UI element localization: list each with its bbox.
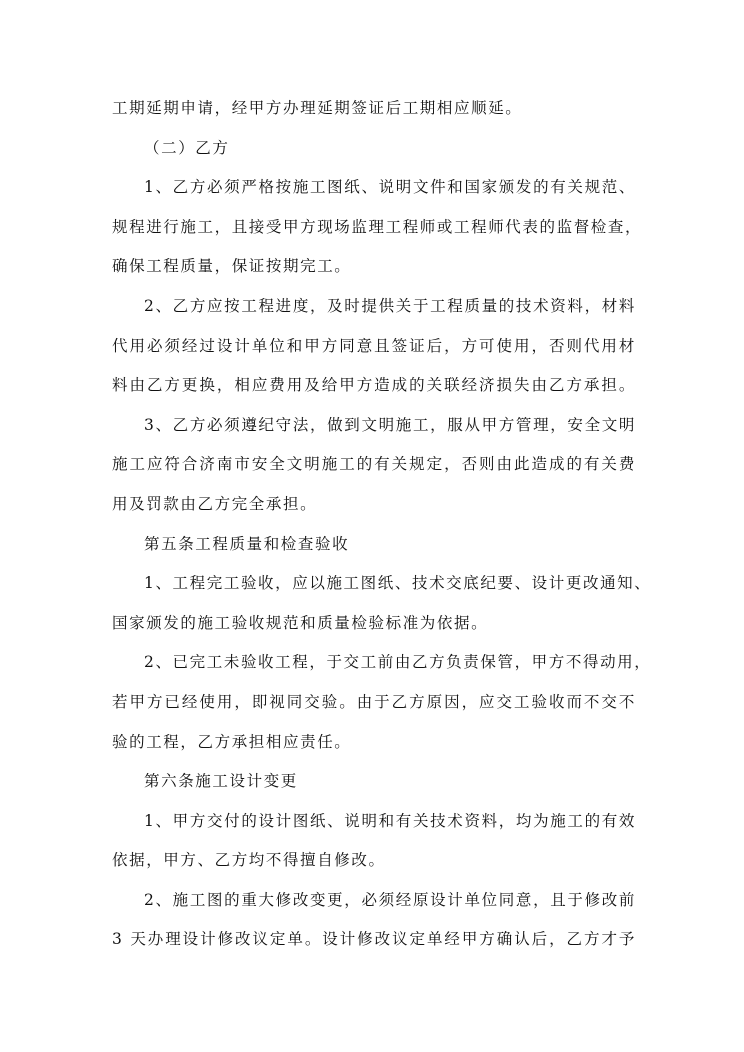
text-line: 代用必须经过设计单位和甲方同意且签证后，方可使用，否则代用材 (112, 336, 636, 355)
text-line: 2、乙方应按工程进度，及时提供关于工程质量的技术资料，材料 (144, 296, 636, 315)
article-heading-6: 第六条施工设计变更 (144, 772, 298, 791)
text-line: 工期延期申请，经甲方办理延期签证后工期相应顺延。 (112, 99, 523, 117)
text-line: 1、乙方必须严格按施工图纸、说明文件和国家颁发的有关规范、 (144, 178, 636, 197)
document-body (112, 94, 652, 965)
text-line: 施工应符合济南市安全文明施工的有关规定，否则由此造成的有关费 (112, 455, 636, 474)
text-line: 用及罚款由乙方完全承担。 (112, 494, 318, 513)
text-line: 料由乙方更换，相应费用及给甲方造成的关联经济损失由乙方承担。 (112, 376, 636, 395)
text-line: 3、乙方必须遵纪守法，做到文明施工，服从甲方管理，安全文明 (144, 415, 636, 434)
text-line: 2、施工图的重大修改变更，必须经原设计单位同意，且于修改前 (144, 890, 636, 909)
text-line: 若甲方已经使用，即视同交验。由于乙方原因，应交工验收而不交不 (112, 692, 636, 711)
text-line: 国家颁发的施工验收规范和质量检验标准为依据。 (112, 613, 489, 632)
section-heading-party-b: （二）乙方 (144, 138, 230, 157)
text-line: 依据，甲方、乙方均不得擅自修改。 (112, 851, 386, 870)
text-line: 确保工程质量，保证按期完工。 (112, 257, 352, 276)
text-line: 验的工程，乙方承担相应责任。 (112, 732, 352, 751)
text-line: 规程进行施工，且接受甲方现场监理工程师或工程师代表的监督检查， (112, 217, 643, 236)
text-line: 1、工程完工验收，应以施工图纸、技术交底纪要、设计更改通知、 (144, 574, 652, 593)
article-heading-5: 第五条工程质量和检查验收 (144, 534, 350, 553)
text-line: 1、甲方交付的设计图纸、说明和有关技术资料，均为施工的有效 (144, 811, 636, 830)
text-line: 3 天办理设计修改议定单。设计修改议定单经甲方确认后，乙方才予 (112, 930, 636, 949)
text-line: 2、已完工未验收工程，于交工前由乙方负责保管，甲方不得动用， (144, 653, 652, 672)
